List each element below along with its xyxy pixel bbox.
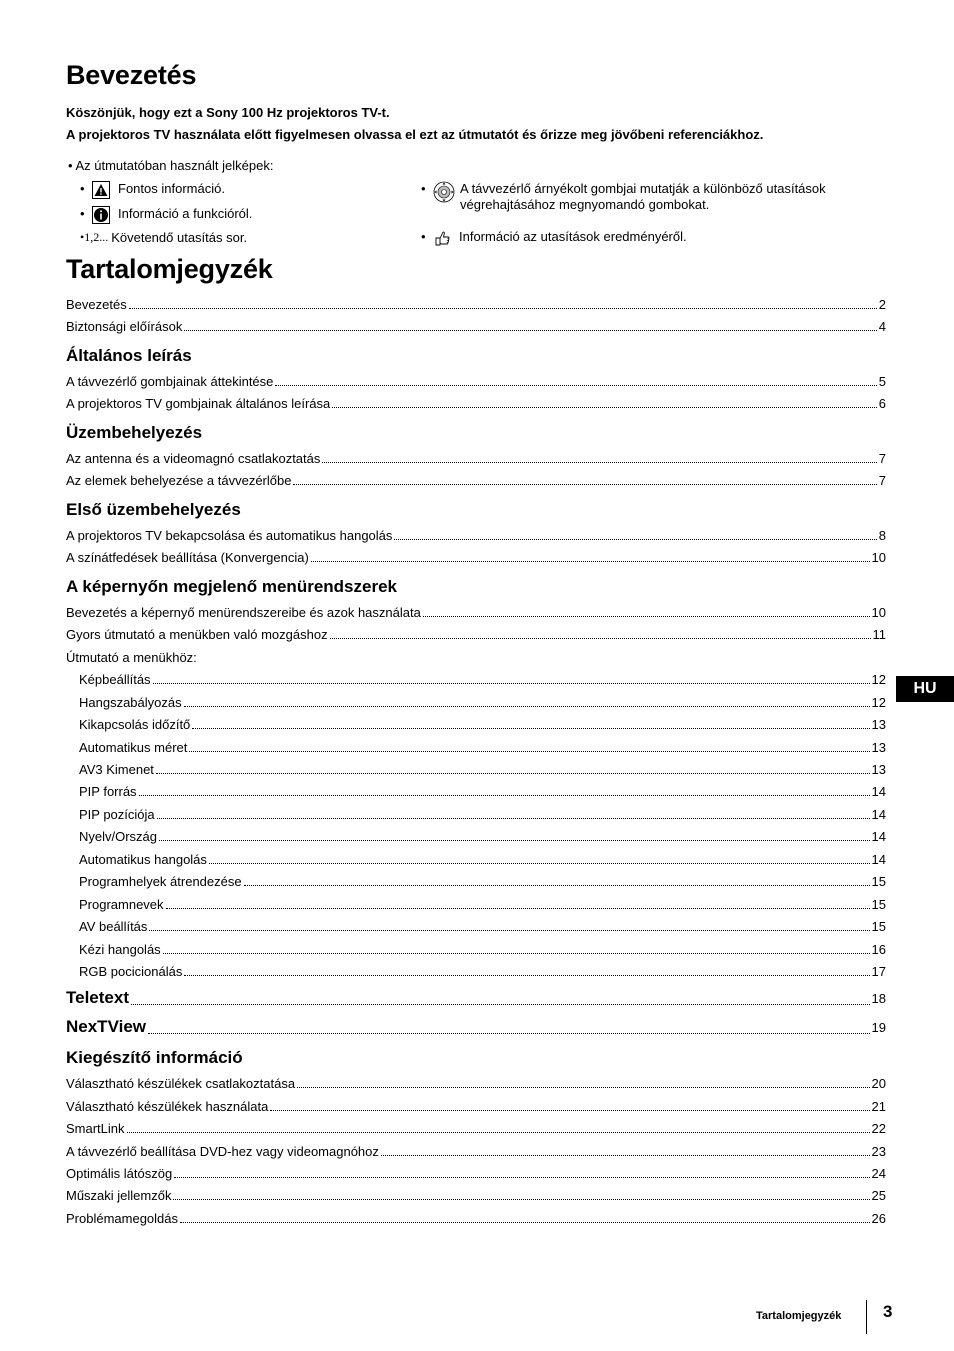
bullet: • xyxy=(421,229,426,244)
toc-entry-label: A távvezérlő beállítása DVD-hez vagy videomagnóhoz xyxy=(66,1144,379,1159)
language-tab: HU xyxy=(896,676,954,702)
toc-entry[interactable] xyxy=(66,319,886,334)
leader-dots xyxy=(153,683,870,684)
toc-entry-page: 20 xyxy=(871,1076,886,1091)
toc-entry-label: Kikapcsolás időzítő xyxy=(79,717,191,732)
toc-entry-label: A színátfedések beállítása (Konvergencia) xyxy=(66,550,309,565)
toc-entry-page: 4 xyxy=(878,319,886,334)
toc-entry[interactable] xyxy=(66,1211,886,1226)
toc-entry-page: 7 xyxy=(878,473,886,488)
toc-section-heading: A képernyőn megjelenő menürendszerek xyxy=(66,577,397,596)
toc-entry-label: Választható készülékek csatlakoztatása xyxy=(66,1076,296,1091)
toc-entry-label: Bevezetés xyxy=(66,297,127,312)
symbol-item-result xyxy=(421,229,687,247)
toc-entry-label: Hangszabályozás xyxy=(79,695,182,710)
toc-subentry[interactable] xyxy=(79,942,886,957)
leader-dots xyxy=(297,1087,869,1088)
toc-entry-page: 13 xyxy=(871,717,886,732)
page-title-toc: Tartalomjegyzék xyxy=(66,254,273,284)
toc-entry[interactable] xyxy=(66,451,886,466)
toc-section-heading: Kiegészítő információ xyxy=(66,1048,243,1067)
toc-entry-page: 19 xyxy=(871,1020,886,1035)
leader-dots xyxy=(311,561,870,562)
symbol-item-steps xyxy=(80,230,247,245)
toc-entry-label: A távvezérlő gombjainak áttekintése xyxy=(66,374,274,389)
leader-dots xyxy=(163,953,870,954)
leader-dots xyxy=(173,1199,869,1200)
toc-entry[interactable] xyxy=(66,297,886,312)
toc-entry-label: Az antenna és a videomagnó csatlakoztatás xyxy=(66,451,321,466)
leader-dots xyxy=(157,818,870,819)
intro-line-2: A projektoros TV használata előtt figyelmesen olvassa el ezt az útmutatót és őrizze meg jövőbeni referenciákhoz. xyxy=(66,127,764,142)
toc-entry-page: 14 xyxy=(871,807,886,822)
toc-subentry[interactable] xyxy=(79,695,886,710)
symbol-text: A távvezérlő árnyékolt gombjai mutatják a különböző utasítások xyxy=(460,181,826,196)
toc-entry-label: AV3 Kimenet xyxy=(79,762,154,777)
toc-subentry[interactable] xyxy=(79,807,886,822)
steps-prefix: •1,2... xyxy=(80,230,109,244)
toc-entry-label: Választható készülékek használata xyxy=(66,1099,269,1114)
toc-section-heading: Üzembehelyezés xyxy=(66,423,203,442)
toc-entry-page: 15 xyxy=(871,897,886,912)
toc-entry-label: Automatikus méret xyxy=(79,740,188,755)
leader-dots xyxy=(139,795,870,796)
toc-entry-label: A projektoros TV gombjainak általános leírása xyxy=(66,396,331,411)
toc-entry-page: 8 xyxy=(878,528,886,543)
toc-entry-nextview[interactable] xyxy=(66,1017,886,1037)
toc-entry-label: Az elemek behelyezése a távvezérlőbe xyxy=(66,473,292,488)
leader-dots xyxy=(423,616,870,617)
symbol-text: Információ az utasítások eredményéről. xyxy=(459,229,687,244)
page-number: 3 xyxy=(883,1302,893,1321)
leader-dots xyxy=(184,975,869,976)
toc-entry-label: Műszaki jellemzők xyxy=(66,1188,172,1203)
toc-subentry[interactable] xyxy=(79,919,886,934)
leader-dots xyxy=(149,930,869,931)
toc-subentry[interactable] xyxy=(79,672,886,687)
toc-entry-page: 14 xyxy=(871,784,886,799)
footer-section-label: Tartalomjegyzék xyxy=(756,1310,842,1322)
toc-entry-page: 25 xyxy=(871,1188,886,1203)
toc-entry-page: 17 xyxy=(871,964,886,979)
leader-dots xyxy=(184,330,876,331)
toc-subentry[interactable] xyxy=(79,740,886,755)
leader-dots xyxy=(131,1004,870,1005)
leader-dots xyxy=(270,1110,869,1111)
toc-entry-label: Programhelyek átrendezése xyxy=(79,874,242,889)
toc-section-heading: Első üzembehelyezés xyxy=(66,500,241,519)
toc-entry-label: AV beállítás xyxy=(79,919,148,934)
leader-dots xyxy=(166,908,870,909)
toc-entry-page: 10 xyxy=(871,605,886,620)
toc-entry-label: Kézi hangolás xyxy=(79,942,161,957)
toc-subentry[interactable] xyxy=(79,897,886,912)
leader-dots xyxy=(332,407,877,408)
toc-entry-page: 11 xyxy=(872,627,886,642)
symbol-text-continued: végrehajtásához megnyomandó gombokat. xyxy=(460,197,710,212)
toc-entry-page: 12 xyxy=(871,672,886,687)
toc-subentry[interactable] xyxy=(79,852,886,867)
info-icon xyxy=(92,206,110,224)
bullet: • xyxy=(80,206,85,221)
leader-dots xyxy=(180,1222,870,1223)
toc-entry[interactable] xyxy=(66,1121,886,1136)
toc-entry-page: 7 xyxy=(878,451,886,466)
symbol-item-info xyxy=(80,206,252,224)
toc-entry-page: 2 xyxy=(878,297,886,312)
toc-entry-label: Problémamegoldás xyxy=(66,1211,179,1226)
hand-result-icon xyxy=(433,229,451,247)
toc-entry[interactable] xyxy=(66,374,886,389)
toc-entry-label: Programnevek xyxy=(79,897,164,912)
toc-entry-page: 13 xyxy=(871,740,886,755)
page-title-intro: Bevezetés xyxy=(66,60,197,90)
toc-subentry[interactable] xyxy=(79,964,886,979)
leader-dots xyxy=(192,728,869,729)
toc-entry-label: Képbeállítás xyxy=(79,672,151,687)
toc-entry-page: 26 xyxy=(871,1211,886,1226)
symbol-item-warning xyxy=(80,181,225,199)
toc-entry-label: PIP forrás xyxy=(79,784,137,799)
leader-dots xyxy=(148,1033,870,1034)
toc-entry[interactable] xyxy=(66,1076,886,1091)
menu-guide-label: Útmutató a menükhöz: xyxy=(66,650,197,665)
toc-entry-page: 15 xyxy=(871,919,886,934)
toc-entry-label: Bevezetés a képernyő menürendszereibe és azok használata xyxy=(66,605,421,620)
leader-dots xyxy=(275,385,876,386)
toc-entry[interactable] xyxy=(66,473,886,488)
toc-entry-page: 14 xyxy=(871,829,886,844)
symbol-text: Követendő utasítás sor. xyxy=(111,230,248,245)
toc-subentry[interactable] xyxy=(79,829,886,844)
toc-entry-page: 14 xyxy=(871,852,886,867)
toc-entry-label: Teletext xyxy=(66,988,129,1007)
toc-entry-label: A projektoros TV bekapcsolása és automatikus hangolás xyxy=(66,528,393,543)
toc-entry-page: 5 xyxy=(878,374,886,389)
leader-dots xyxy=(159,840,870,841)
toc-entry-label: Gyors útmutató a menükben való mozgáshoz xyxy=(66,627,328,642)
toc-entry-page: 10 xyxy=(871,550,886,565)
toc-entry-label: Biztonsági előírások xyxy=(66,319,183,334)
intro-line-1: Köszönjük, hogy ezt a Sony 100 Hz projektoros TV-t. xyxy=(66,105,390,120)
toc-entry[interactable] xyxy=(66,1166,886,1181)
toc-entry-page: 21 xyxy=(871,1099,886,1114)
toc-entry-page: 22 xyxy=(871,1121,886,1136)
warning-icon xyxy=(92,181,110,199)
toc-subentry[interactable] xyxy=(79,874,886,889)
symbol-item-remote xyxy=(421,181,826,213)
toc-subentry[interactable] xyxy=(79,717,886,732)
toc-entry[interactable] xyxy=(66,1144,886,1159)
toc-entry-label: SmartLink xyxy=(66,1121,125,1136)
toc-entry-label: NexTView xyxy=(66,1017,147,1036)
toc-entry-label: Automatikus hangolás xyxy=(79,852,207,867)
toc-entry-label: Nyelv/Ország xyxy=(79,829,158,844)
toc-entry[interactable] xyxy=(66,550,886,565)
leader-dots xyxy=(189,751,869,752)
leader-dots xyxy=(394,539,876,540)
leader-dots xyxy=(293,484,876,485)
toc-entry-page: 15 xyxy=(871,874,886,889)
toc-entry[interactable] xyxy=(66,605,886,620)
symbol-text: Fontos információ. xyxy=(118,181,225,196)
symbols-heading: • Az útmutatóban használt jelképek: xyxy=(68,158,274,173)
leader-dots xyxy=(330,638,871,639)
toc-entry-label: Optimális látószög xyxy=(66,1166,173,1181)
toc-entry[interactable] xyxy=(66,1099,886,1114)
leader-dots xyxy=(244,885,870,886)
leader-dots xyxy=(156,773,870,774)
toc-entry[interactable] xyxy=(66,627,886,642)
toc-entry-page: 13 xyxy=(871,762,886,777)
toc-entry-page: 16 xyxy=(871,942,886,957)
toc-subentry[interactable] xyxy=(79,784,886,799)
toc-entry[interactable] xyxy=(66,396,886,411)
toc-entry-page: 6 xyxy=(878,396,886,411)
leader-dots xyxy=(381,1155,870,1156)
leader-dots xyxy=(174,1177,869,1178)
leader-dots xyxy=(322,462,876,463)
bullet: • xyxy=(80,181,85,196)
symbol-text: Információ a funkcióról. xyxy=(118,206,253,221)
toc-entry-teletext[interactable] xyxy=(66,988,886,1008)
bullet: • xyxy=(421,181,426,196)
toc-entry-label: PIP pozíciója xyxy=(79,807,155,822)
toc-entry-page: 24 xyxy=(871,1166,886,1181)
toc-entry[interactable] xyxy=(66,1188,886,1203)
toc-entry-label: RGB pocicionálás xyxy=(79,964,183,979)
leader-dots xyxy=(209,863,870,864)
toc-entry-page: 18 xyxy=(871,991,886,1006)
toc-entry-page: 12 xyxy=(871,695,886,710)
toc-entry[interactable] xyxy=(66,528,886,543)
remote-shaded-button-icon xyxy=(433,181,455,203)
leader-dots xyxy=(129,308,877,309)
leader-dots xyxy=(127,1132,870,1133)
toc-section-heading: Általános leírás xyxy=(66,346,192,365)
toc-subentry[interactable] xyxy=(79,762,886,777)
leader-dots xyxy=(184,706,870,707)
toc-entry-page: 23 xyxy=(871,1144,886,1159)
footer-divider xyxy=(866,1300,867,1334)
